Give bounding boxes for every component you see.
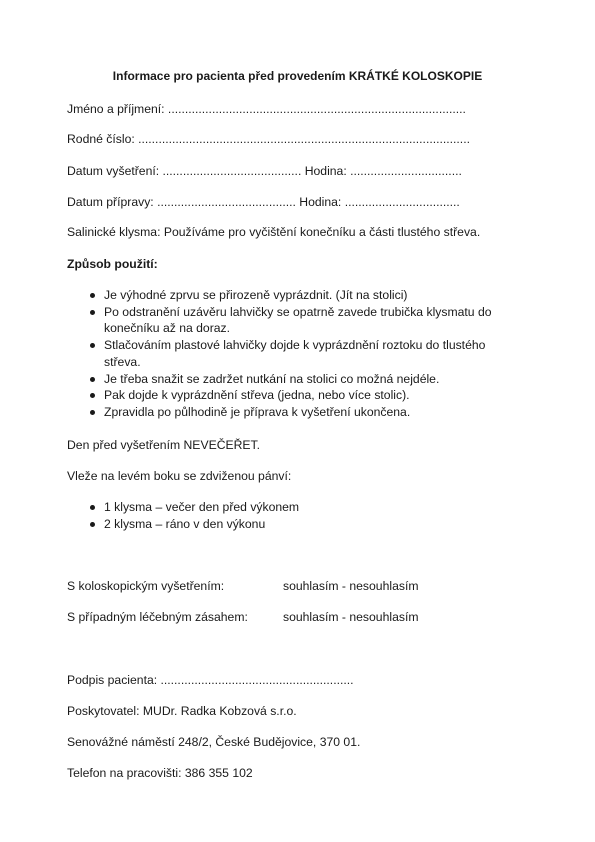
exam-date-field: Datum vyšetření: ......................................... Hodina: ................................. (67, 164, 462, 178)
list-item: Po odstranění uzávěru lahvičky se opatrně zavede trubička klysmatu do konečníku až na doraz. (88, 304, 508, 337)
salinic-paragraph: Salinické klysma: Používáme pro vyčištění konečníku a části tlustého střeva. (67, 225, 481, 239)
name-field: Jméno a příjmení: ........................................................................................ (67, 102, 466, 116)
usage-list (88, 287, 508, 421)
position-note: Vleže na levém boku se zdviženou pánví: (67, 469, 292, 483)
list-item: 2 klysma – ráno v den výkonu (88, 516, 388, 533)
list-item: Pak dojde k vyprázdnění střeva (jedna, nebo více stolic). (88, 387, 508, 404)
consent-label-treatment: S případným léčebným zásahem: (67, 610, 248, 624)
address-text: Senovážné náměstí 248/2, České Budějovice, 370 01. (67, 735, 361, 749)
page-title: Informace pro pacienta před provedením KRÁTKÉ KOLOSKOPIE (112, 69, 483, 83)
list-item: Je výhodné zprvu se přirozeně vyprázdnit. (Jít na stolici) (88, 287, 508, 304)
signature-line: Podpis pacienta: ......................................................... (67, 673, 354, 687)
phone-text: Telefon na pracovišti: 386 355 102 (67, 766, 253, 780)
provider-text: Poskytovatel: MUDr. Radka Kobzová s.r.o. (67, 704, 297, 718)
schedule-list (88, 499, 388, 532)
consent-label-exam: S koloskopickým vyšetřením: (67, 579, 225, 593)
list-item: Zpravidla po půlhodině je příprava k vyšetření ukončena. (88, 404, 508, 421)
list-item: Je třeba snažit se zadržet nutkání na stolici co možná nejdéle. (88, 371, 508, 388)
day-before-note: Den před vyšetřením NEVEČEŘET. (67, 438, 261, 452)
usage-heading: Způsob použití: (67, 257, 158, 271)
consent-options-exam: souhlasím - nesouhlasím (283, 579, 419, 593)
prep-date-field: Datum přípravy: ......................................... Hodina: .................................. (67, 195, 460, 209)
consent-options-treatment: souhlasím - nesouhlasím (283, 610, 419, 624)
birth-number-field: Rodné číslo: .................................................................................................. (67, 132, 470, 146)
list-item: 1 klysma – večer den před výkonem (88, 499, 388, 516)
list-item: Stlačováním plastové lahvičky dojde k vyprázdnění roztoku do tlustého střeva. (88, 337, 508, 370)
